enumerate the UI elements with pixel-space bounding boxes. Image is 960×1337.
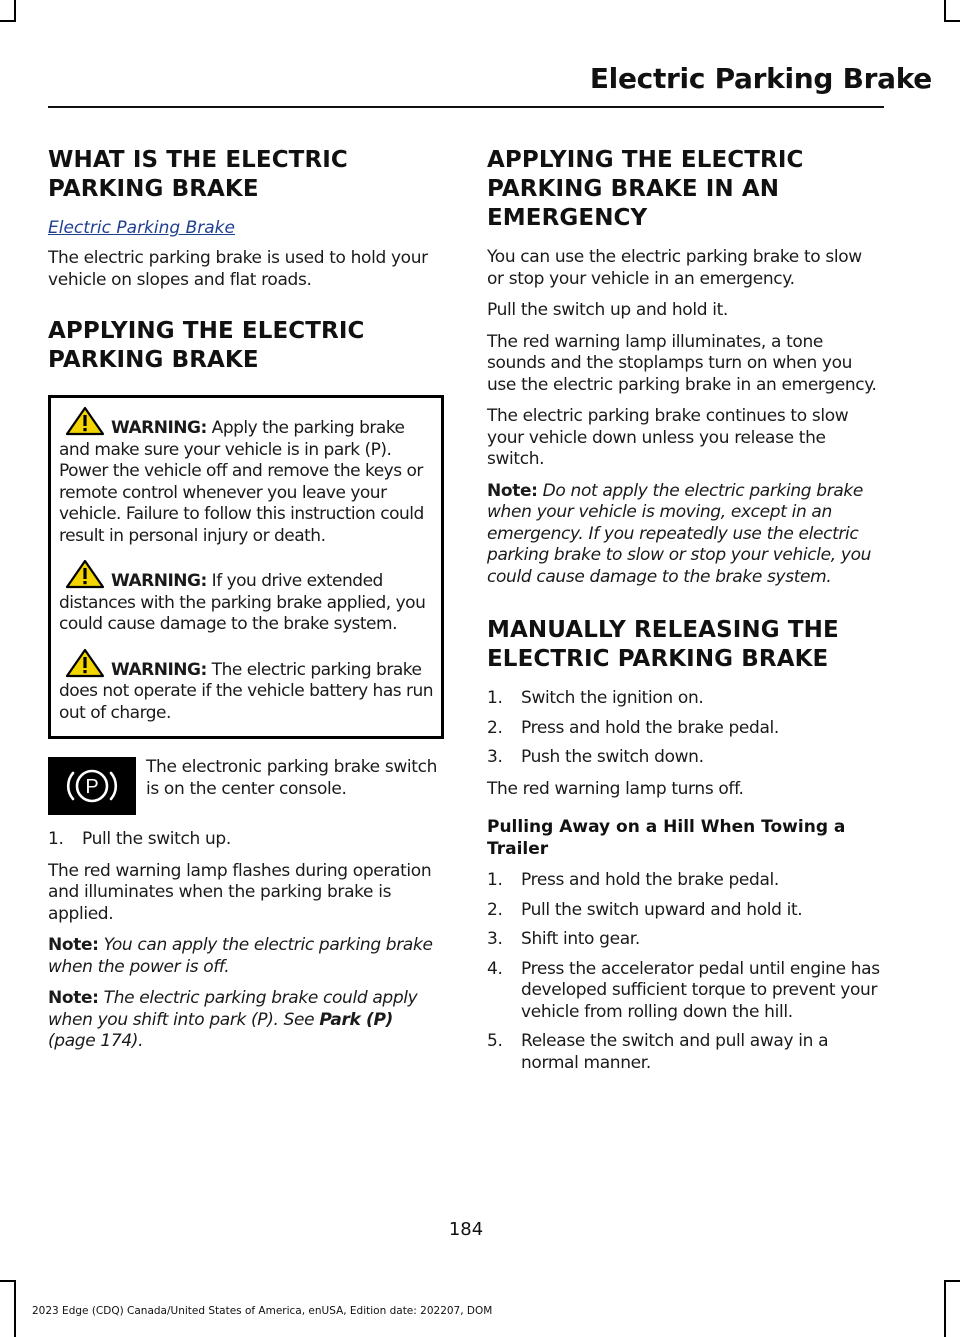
crop-mark — [0, 20, 16, 22]
emergency-paragraph-3: The red warning lamp illuminates, a tone sounds and the stoplamps turn on when you use the electric parking brake in an emergency. — [487, 331, 877, 395]
crop-mark — [944, 1280, 960, 1282]
parking-brake-switch-row — [48, 757, 444, 815]
emergency-paragraph-2: Pull the switch up and hold it. — [487, 300, 728, 320]
section-heading-emergency: APPLYING THE ELECTRIC PARKING BRAKE IN AN EMERGENCY — [487, 147, 804, 231]
section-heading-what-is: WHAT IS THE ELECTRIC PARKING BRAKE — [48, 147, 348, 202]
note-park: Note: The electric parking brake could apply when you shift into park (P). See Park (P) (page 174). — [48, 988, 418, 1051]
list-item: 3. Push the switch down. — [487, 747, 704, 767]
header-divider — [48, 106, 884, 108]
list-item: 1. Pull the switch up. — [48, 829, 231, 849]
note-emergency: Note: Do not apply the electric parking brake when your vehicle is moving, except in an emergency. If you repeatedly use the electric parking brake to slow or stop your vehicle, you could cause damage to the brake system. — [487, 480, 872, 587]
crop-mark — [14, 0, 16, 22]
video-link-wrap — [48, 218, 444, 238]
list-item: 4. Press the accelerator pedal until engine has developed sufficient torque to prevent your vehicle from rolling down the hill. — [487, 958, 880, 1022]
list-item: 1. Switch the ignition on. — [487, 688, 704, 708]
list-item: 3. Shift into gear. — [487, 929, 640, 949]
warning-text: If you drive extended distances with the parking brake applied, you could cause damage to the brake system. — [59, 571, 426, 634]
park-reference-link[interactable]: Park (P) — [319, 1009, 393, 1030]
warning-label: WARNING: — [111, 571, 207, 591]
page-header-title: Electric Parking Brake — [589, 62, 932, 95]
parking-brake-icon — [48, 757, 136, 815]
warning-box — [48, 395, 444, 739]
towing-steps-list — [487, 870, 883, 1074]
warning-text: Apply the parking brake and make sure your vehicle is in park (P). Power the vehicle off and remove the keys or remote control whenever you leave your vehicle. Failure to follow this instruction could result in personal injury or death. — [59, 418, 424, 546]
note-power-off: Note: You can apply the electric parking brake when the power is off. — [48, 935, 433, 977]
crop-mark — [0, 1280, 16, 1282]
footer-edition-info: 2023 Edge (CDQ) Canada/United States of America, enUSA, Edition date: 202207, DOM — [32, 1305, 493, 1317]
list-item: 2. Pull the switch upward and hold it. — [487, 899, 803, 920]
apply-steps-list — [48, 829, 444, 851]
warning-triangle-icon — [65, 559, 105, 589]
list-item: 1. Press and hold the brake pedal. — [487, 870, 779, 890]
section-heading-manual-release: MANUALLY RELEASING THE ELECTRIC PARKING BRAKE — [487, 617, 839, 672]
crop-mark — [14, 1280, 16, 1337]
subheading-towing: Pulling Away on a Hill When Towing a Trailer — [487, 817, 846, 859]
electric-parking-brake-link[interactable]: Electric Parking Brake — [48, 218, 235, 238]
warning-label: WARNING: — [111, 659, 207, 680]
warning-text: The electric parking brake does not operate if the vehicle battery has run out of charge. — [59, 659, 434, 723]
crop-mark — [944, 0, 946, 22]
warning-triangle-icon — [65, 406, 105, 436]
emergency-paragraph-4: The electric parking brake continues to slow your vehicle down unless you release the switch. — [487, 406, 849, 469]
emergency-paragraph-1: You can use the electric parking brake to slow or stop your vehicle in an emergency. — [487, 247, 862, 289]
warning-item — [59, 648, 435, 725]
right-column — [487, 146, 883, 1084]
page-number: 184 — [448, 1219, 484, 1240]
what-is-paragraph: The electric parking brake is used to hold your vehicle on slopes and flat roads. — [48, 248, 428, 290]
warning-item — [59, 559, 435, 636]
manual-steps-list — [487, 688, 883, 769]
svg-text:P: P — [85, 776, 99, 798]
list-item: 2. Press and hold the brake pedal. — [487, 717, 779, 738]
section-heading-applying: APPLYING THE ELECTRIC PARKING BRAKE — [48, 318, 365, 373]
switch-location-text: The electronic parking brake switch is on the center console. — [146, 757, 437, 799]
warning-item — [59, 406, 435, 547]
left-column — [48, 146, 444, 1063]
warning-lamp-paragraph: The red warning lamp flashes during operation and illuminates when the parking brake is applied. — [48, 860, 432, 924]
warning-triangle-icon — [65, 648, 105, 678]
crop-mark — [944, 1280, 946, 1337]
crop-mark — [944, 20, 960, 22]
list-item: 5. Release the switch and pull away in a normal manner. — [487, 1031, 829, 1073]
manual-after-text: The red warning lamp turns off. — [487, 778, 744, 799]
warning-label: WARNING: — [111, 418, 207, 438]
